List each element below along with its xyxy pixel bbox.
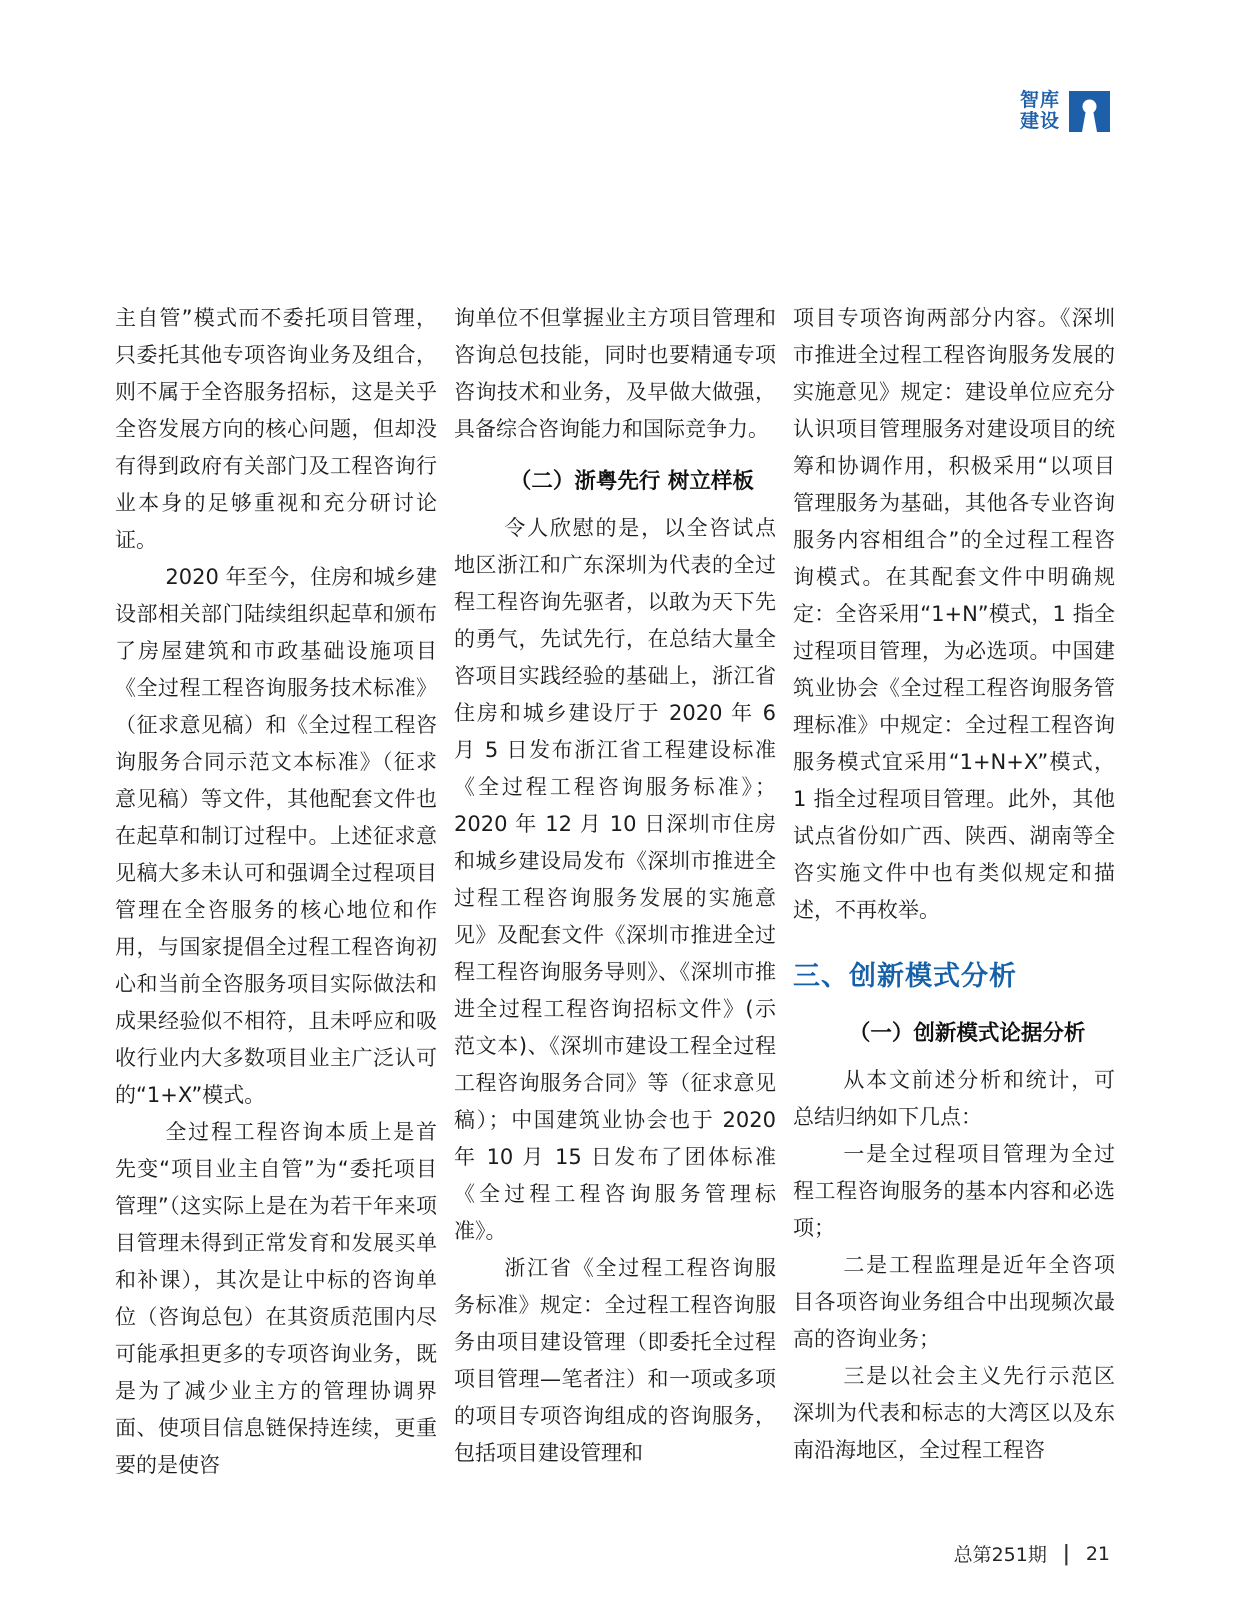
brand-line1: 智库 bbox=[1019, 89, 1060, 111]
page-number: 21 bbox=[1085, 1542, 1110, 1565]
keyhole-icon bbox=[1069, 91, 1110, 132]
brand-wordmark bbox=[1020, 90, 1060, 132]
section-heading-innovation: 三、创新模式分析 bbox=[793, 961, 1017, 992]
subheading-zheyue: （二）浙粤先行 树立样板 bbox=[509, 469, 754, 494]
column-2 bbox=[454, 300, 776, 1484]
page-footer bbox=[954, 1540, 1110, 1567]
footer-separator: | bbox=[1062, 1541, 1070, 1566]
article-body bbox=[115, 300, 1115, 1484]
paragraph: 二是工程监理是近年全咨项目各项咨询业务组合中出现频次最高的咨询业务； bbox=[793, 1253, 1115, 1351]
subheading-lunju: （一）创新模式论据分析 bbox=[848, 1021, 1086, 1046]
paragraph: 令人欣慰的是，以全咨试点地区浙江和广东深圳为代表的全过程工程咨询先驱者，以敢为天下先的勇气，先试先行，在总结大量全咨项目实践经验的基础上，浙江省住房和城乡建设厅于 2020 年 6 月 5 日发布浙江省工程建设标准《全过程工程咨询服务标准》；2020 年 12 月 10 日深圳市住房和城乡建设局发布《深圳市推进全过程工程咨询服务发展的实施意见》及配套文件《深圳市推进全过程工程咨询服务导则》、《深圳市推进全过程工程咨询招标文件》(示范文本)、《深圳市建设工程全过程工程咨询服务合同》等（征求意见稿）；中国建筑业协会也于 2020 年 10 月 15 日发布了团体标准《全过程工程咨询服务管理标准》。 bbox=[454, 516, 776, 1243]
paragraph: 2020 年至今，住房和城乡建设部相关部门陆续组织起草和颁布了房屋建筑和市政基础设施项目《全过程工程咨询服务技术标准》（征求意见稿）和《全过程工程咨询服务合同示范文本标准》（征求意见稿）等文件，其他配套文件也在起草和制订过程中。上述征求意见稿大多未认可和强调全过程项目管理在全咨服务的核心地位和作用，与国家提倡全过程工程咨询初心和当前全咨服务项目实际做法和成果经验似不相符，且未呼应和吸收行业内大多数项目业主广泛认可的“1+X”模式。 bbox=[115, 565, 437, 1107]
page-header bbox=[1020, 90, 1110, 132]
brand-line2: 建设 bbox=[1019, 110, 1060, 132]
column-1 bbox=[115, 300, 437, 1484]
paragraph: 一是全过程项目管理为全过程工程咨询服务的基本内容和必选项； bbox=[793, 1142, 1115, 1240]
paragraph: 询单位不但掌握业主方项目管理和咨询总包技能，同时也要精通专项咨询技术和业务，及早做大做强，具备综合咨询能力和国际竞争力。 bbox=[454, 306, 776, 441]
paragraph: 全过程工程咨询本质上是首先变“项目业主自管”为“委托项目管理”（这实际上是在为若干年来项目管理未得到正常发育和发展买单和补课），其次是让中标的咨询单位（咨询总包）在其资质范围内尽可能承担更多的专项咨询业务，既是为了减少业主方的管理协调界面、使项目信息链保持连续，更重要的是使咨 bbox=[115, 1120, 437, 1477]
paragraph: 项目专项咨询两部分内容。《深圳市推进全过程工程咨询服务发展的实施意见》规定：建设单位应充分认识项目管理服务对建设项目的统筹和协调作用，积极采用“以项目管理服务为基础，其他各专业咨询服务内容相组合”的全过程工程咨询模式。在其配套文件中明确规定：全咨采用“1+N”模式，1 指全过程项目管理，为必选项。中国建筑业协会《全过程工程咨询服务管理标准》中规定：全过程工程咨询服务模式宜采用“1+N+X”模式，1 指全过程项目管理。此外，其他试点省份如广西、陕西、湖南等全咨实施文件中也有类似规定和描述，不再枚举。 bbox=[793, 306, 1115, 922]
column-3 bbox=[793, 300, 1115, 1484]
issue-number: 总第251期 bbox=[953, 1544, 1047, 1566]
paragraph: 从本文前述分析和统计，可总结归纳如下几点： bbox=[793, 1068, 1115, 1129]
paragraph: 三是以社会主义先行示范区深圳为代表和标志的大湾区以及东南沿海地区，全过程工程咨 bbox=[793, 1364, 1115, 1462]
paragraph: 主自管”模式而不委托项目管理，只委托其他专项咨询业务及组合，则不属于全咨服务招标，这是关乎全咨发展方向的核心问题，但却没有得到政府有关部门及工程咨询行业本身的足够重视和充分研讨论证。 bbox=[115, 306, 437, 552]
paragraph: 浙江省《全过程工程咨询服务标准》规定：全过程工程咨询服务由项目建设管理（即委托全过程项目管理—笔者注）和一项或多项的项目专项咨询组成的咨询服务，包括项目建设管理和 bbox=[454, 1256, 776, 1465]
